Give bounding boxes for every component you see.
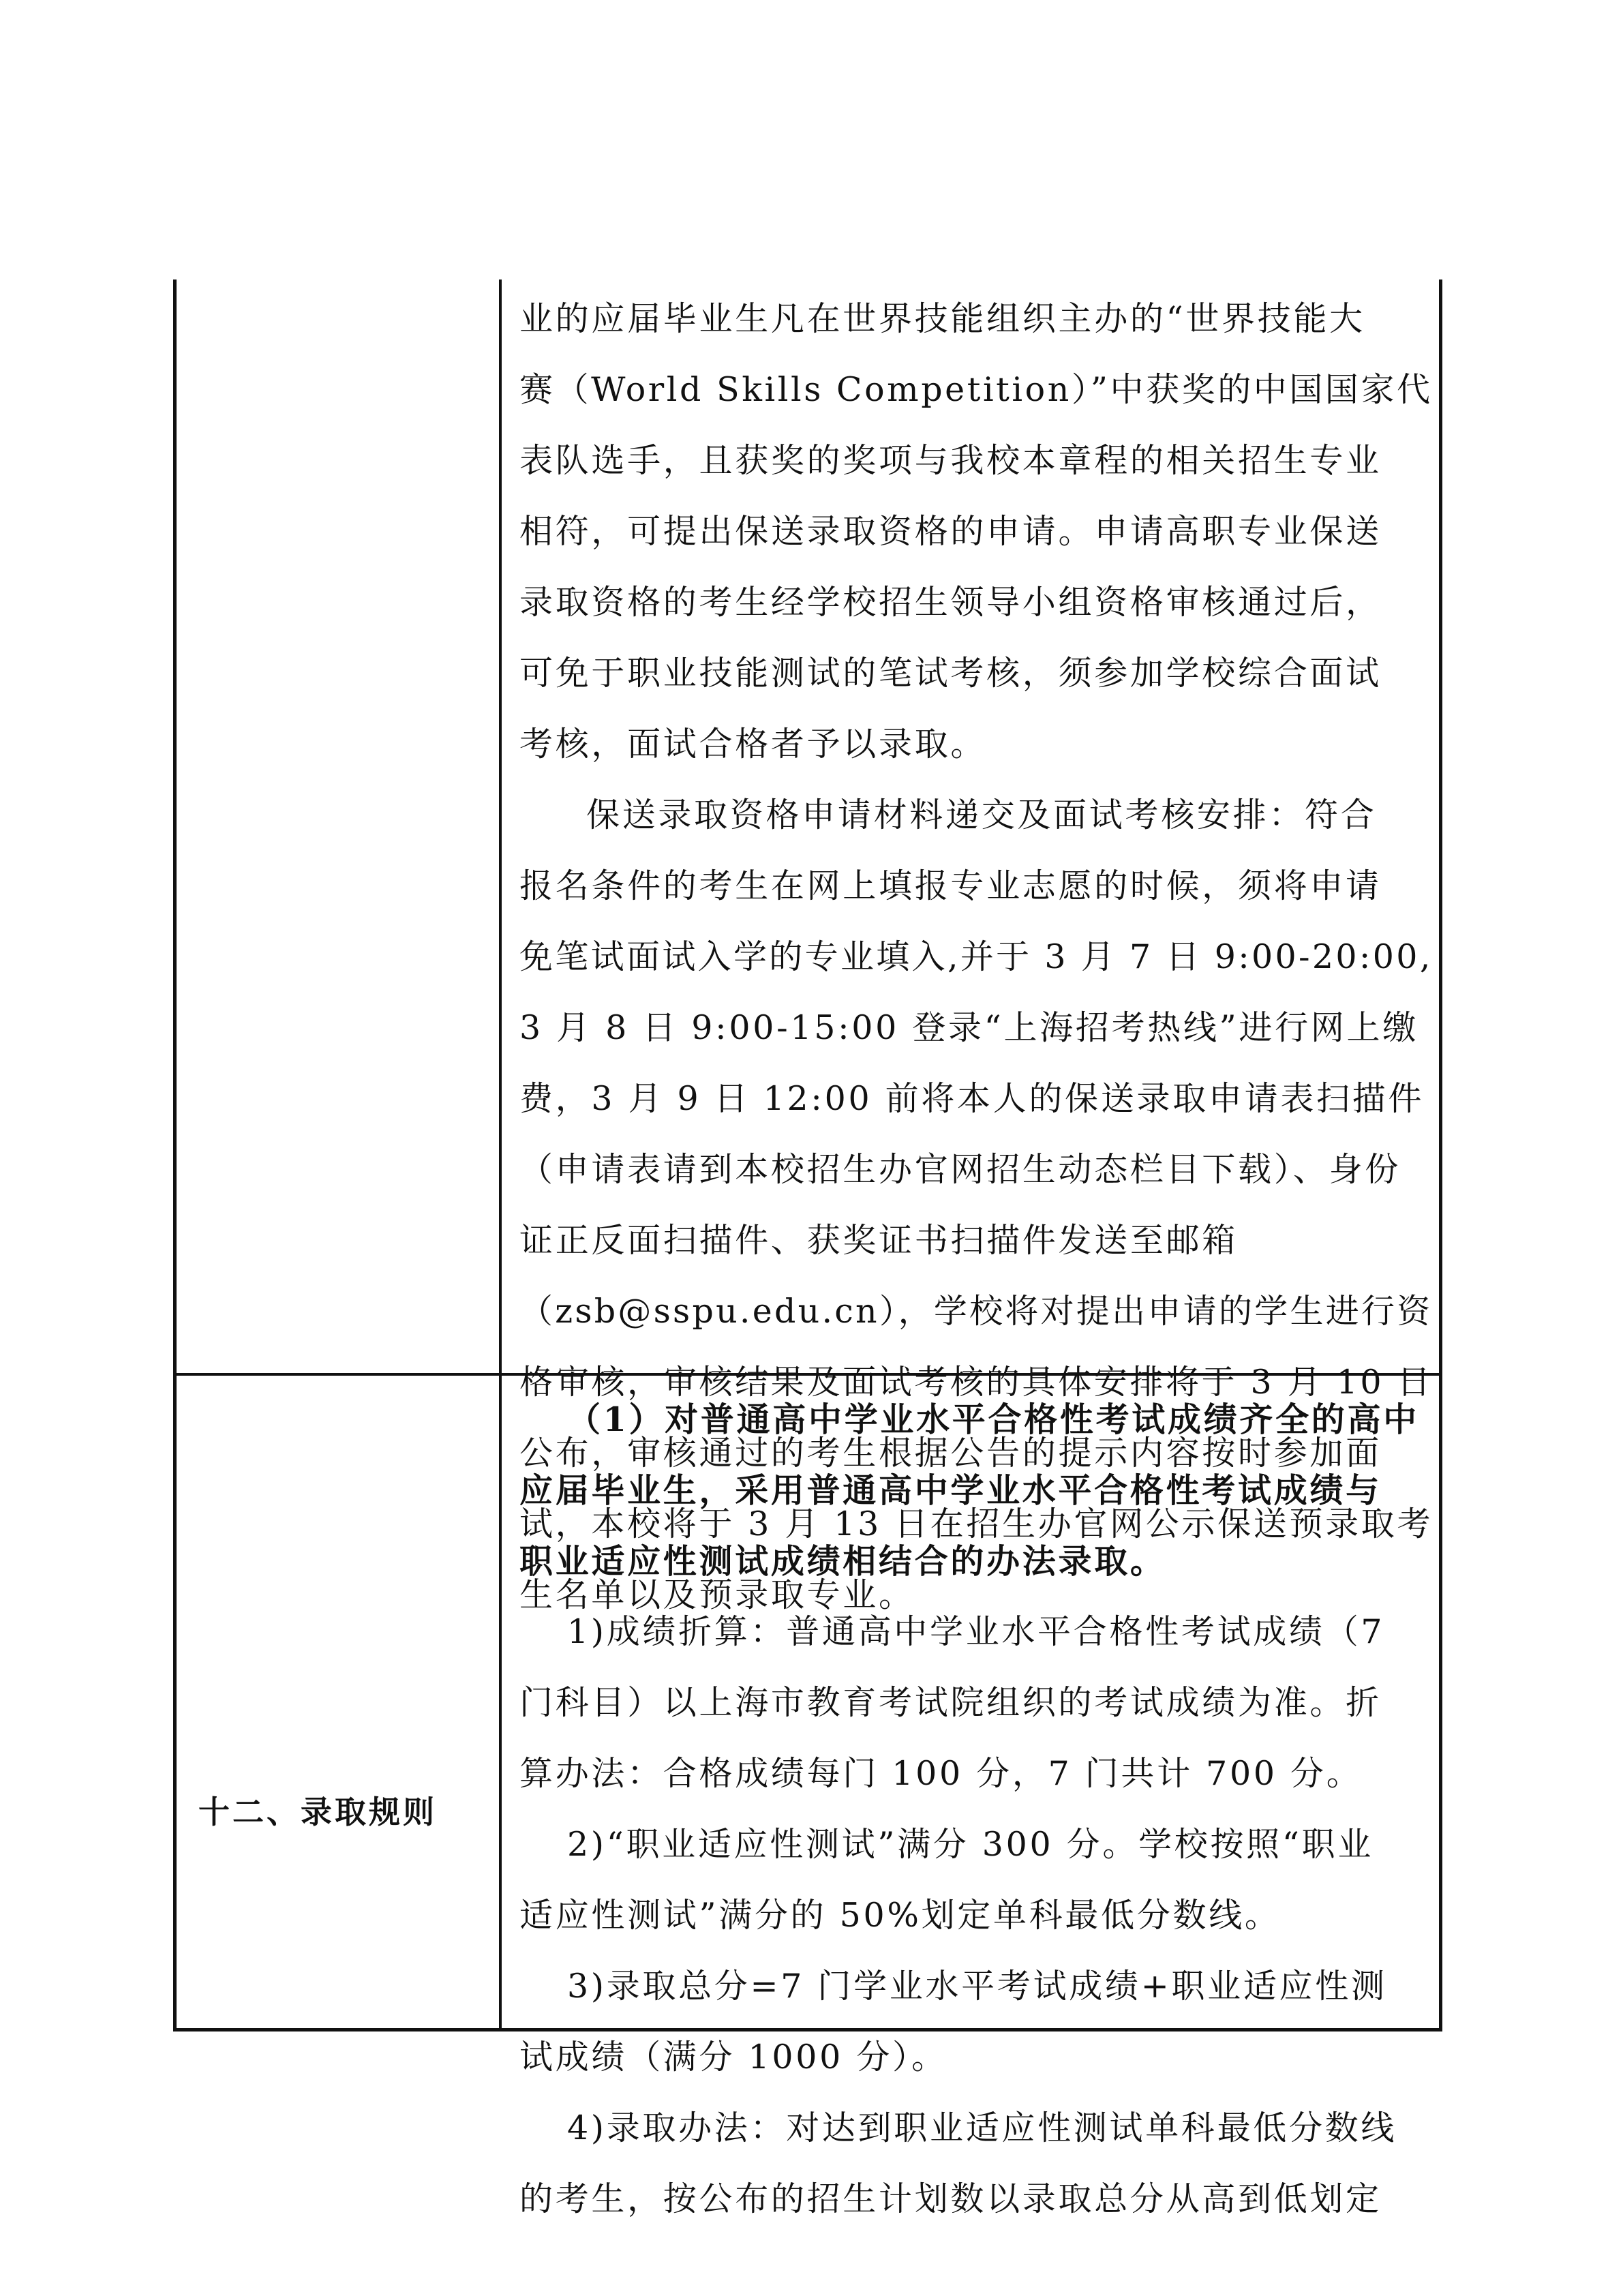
text-line: 试成绩（满分 1000 分）。: [519, 2038, 947, 2076]
text-line: 格审核，审核结果及面试考核的具体安排将于 3 月 10 日: [519, 1363, 1434, 1402]
text-line: 4)录取办法：对达到职业适应性测试单科最低分数线: [567, 2109, 1397, 2147]
text-line: （1）对普通高中学业水平合格性考试成绩齐全的高中: [567, 1400, 1419, 1439]
text-line: 费，3 月 9 日 12:00 前将本人的保送录取申请表扫描件: [519, 1079, 1425, 1118]
column-divider: [499, 280, 502, 2028]
text-line: 3 月 8 日 9:00-15:00 登录“上海招考热线”进行网上缴: [519, 1008, 1419, 1047]
text-line: 1)成绩折算：普通高中学业水平合格性考试成绩（7: [567, 1612, 1385, 1651]
row2-label-cell: 十二、录取规则: [198, 1794, 437, 1830]
text-line: 报名条件的考生在网上填报专业志愿的时候，须将申请: [519, 866, 1382, 905]
text-line: 职业适应性测试成绩相结合的办法录取。: [519, 1541, 1166, 1581]
text-line: 3)录取总分=7 门学业水平考试成绩+职业适应性测: [567, 1967, 1387, 2006]
text-line: 的考生，按公布的招生计划数以录取总分从高到低划定: [519, 2179, 1382, 2218]
text-line: （申请表请到本校招生办官网招生动态栏目下载）、身份: [519, 1150, 1401, 1189]
text-line: 门科目）以上海市教育考试院组织的考试成绩为准。折: [519, 1683, 1382, 1722]
text-line: 赛（World Skills Competition）”中获奖的中国国家代: [519, 370, 1433, 409]
text-line: 生名单以及预录取专业。: [519, 1575, 915, 1614]
text-line: 证正反面扫描件、获奖证书扫描件发送至邮箱: [519, 1221, 1239, 1260]
text-line: 2)“职业适应性测试”满分 300 分。学校按照“职业: [567, 1825, 1374, 1864]
text-line: 相符，可提出保送录取资格的申请。申请高职专业保送: [519, 512, 1382, 551]
text-line: 公布，审核通过的考生根据公告的提示内容按时参加面: [519, 1434, 1382, 1472]
text-line: 算办法：合格成绩每门 100 分，7 门共计 700 分。: [519, 1754, 1363, 1793]
row2-content-cell: [519, 1384, 1433, 2235]
text-line: 试，本校将于 3 月 13 日在招生办官网公示保送预录取考: [519, 1505, 1434, 1543]
admission-rules-table: [173, 280, 1442, 2218]
text-line: （zsb@sspu.edu.cn），学校将对提出申请的学生进行资: [519, 1292, 1433, 1331]
text-line: 可免于职业技能测试的笔试考核，须参加学校综合面试: [519, 654, 1382, 693]
text-line: 录取资格的考生经学校招生领导小组资格审核通过后，: [519, 583, 1382, 622]
text-line: 应届毕业生，采用普通高中学业水平合格性考试成绩与: [519, 1470, 1382, 1510]
text-line: 考核，面试合格者予以录取。: [519, 725, 987, 764]
text-line: 免笔试面试入学的专业填入,并于 3 月 7 日 9:00-20:00,: [519, 937, 1433, 976]
text-line: 保送录取资格申请材料递交及面试考核安排：符合: [586, 796, 1377, 834]
text-line: 适应性测试”满分的 50%划定单科最低分数线。: [519, 1896, 1281, 1935]
text-line: 表队选手，且获奖的奖项与我校本章程的相关招生专业: [519, 441, 1382, 480]
text-line: 业的应届毕业生凡在世界技能组织主办的“世界技能大: [519, 299, 1365, 338]
